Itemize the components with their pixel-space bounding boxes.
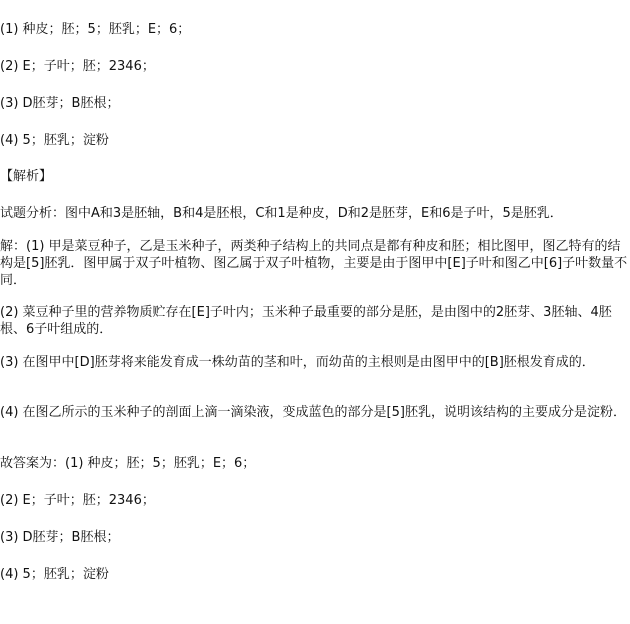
explanation-paragraph-3: (3) 在图甲中[D]胚芽将来能发育成一株幼苗的茎和叶，而幼苗的主根则是由图甲中的[B]胚根发育成的．: [0, 355, 595, 370]
analysis-text: 试题分析：图中A和3是胚轴，B和4是胚根，C和1是种皮，D和2是胚芽，E和6是子叶，5是胚乳．: [0, 206, 563, 221]
explanation-paragraph-2: (2) 菜豆种子里的营养物质贮存在[E]子叶内；玉米种子最重要的部分是胚，是由图中的2胚芽、3胚轴、4胚根、6子叶组成的．: [0, 305, 612, 337]
answer-line-2: (2) E；子叶；胚；2346；: [0, 59, 155, 74]
analysis-heading: 【解析】: [0, 169, 53, 184]
final-answer-line-4: (4) 5；胚乳；淀粉: [0, 567, 109, 582]
final-answer-line-3: (3) D胚芽；B胚根；: [0, 530, 120, 545]
answer-line-4: (4) 5；胚乳；淀粉: [0, 133, 109, 148]
final-answer-line-1: 故答案为：(1) 种皮；胚；5；胚乳；E；6；: [0, 456, 256, 471]
answer-line-3: (3) D胚芽；B胚根；: [0, 96, 120, 111]
final-answer-line-2: (2) E；子叶；胚；2346；: [0, 493, 155, 508]
explanation-paragraph-4: (4) 在图乙所示的玉米种子的剖面上滴一滴染液，变成蓝色的部分是[5]胚乳，说明该结构的主要成分是淀粉．: [0, 405, 626, 420]
answer-line-1: (1) 种皮；胚；5；胚乳；E；6；: [0, 22, 191, 37]
explanation-paragraph-1: 解：(1) 甲是菜豆种子，乙是玉米种子，两类种子结构上的共同点是都有种皮和胚；相比图甲，图乙特有的结构是[5]胚乳．图甲属于双子叶植物、图乙属于双子叶植物，主要是由于图甲中[E]子叶和图乙中[6]子叶数量不同．: [0, 239, 628, 288]
